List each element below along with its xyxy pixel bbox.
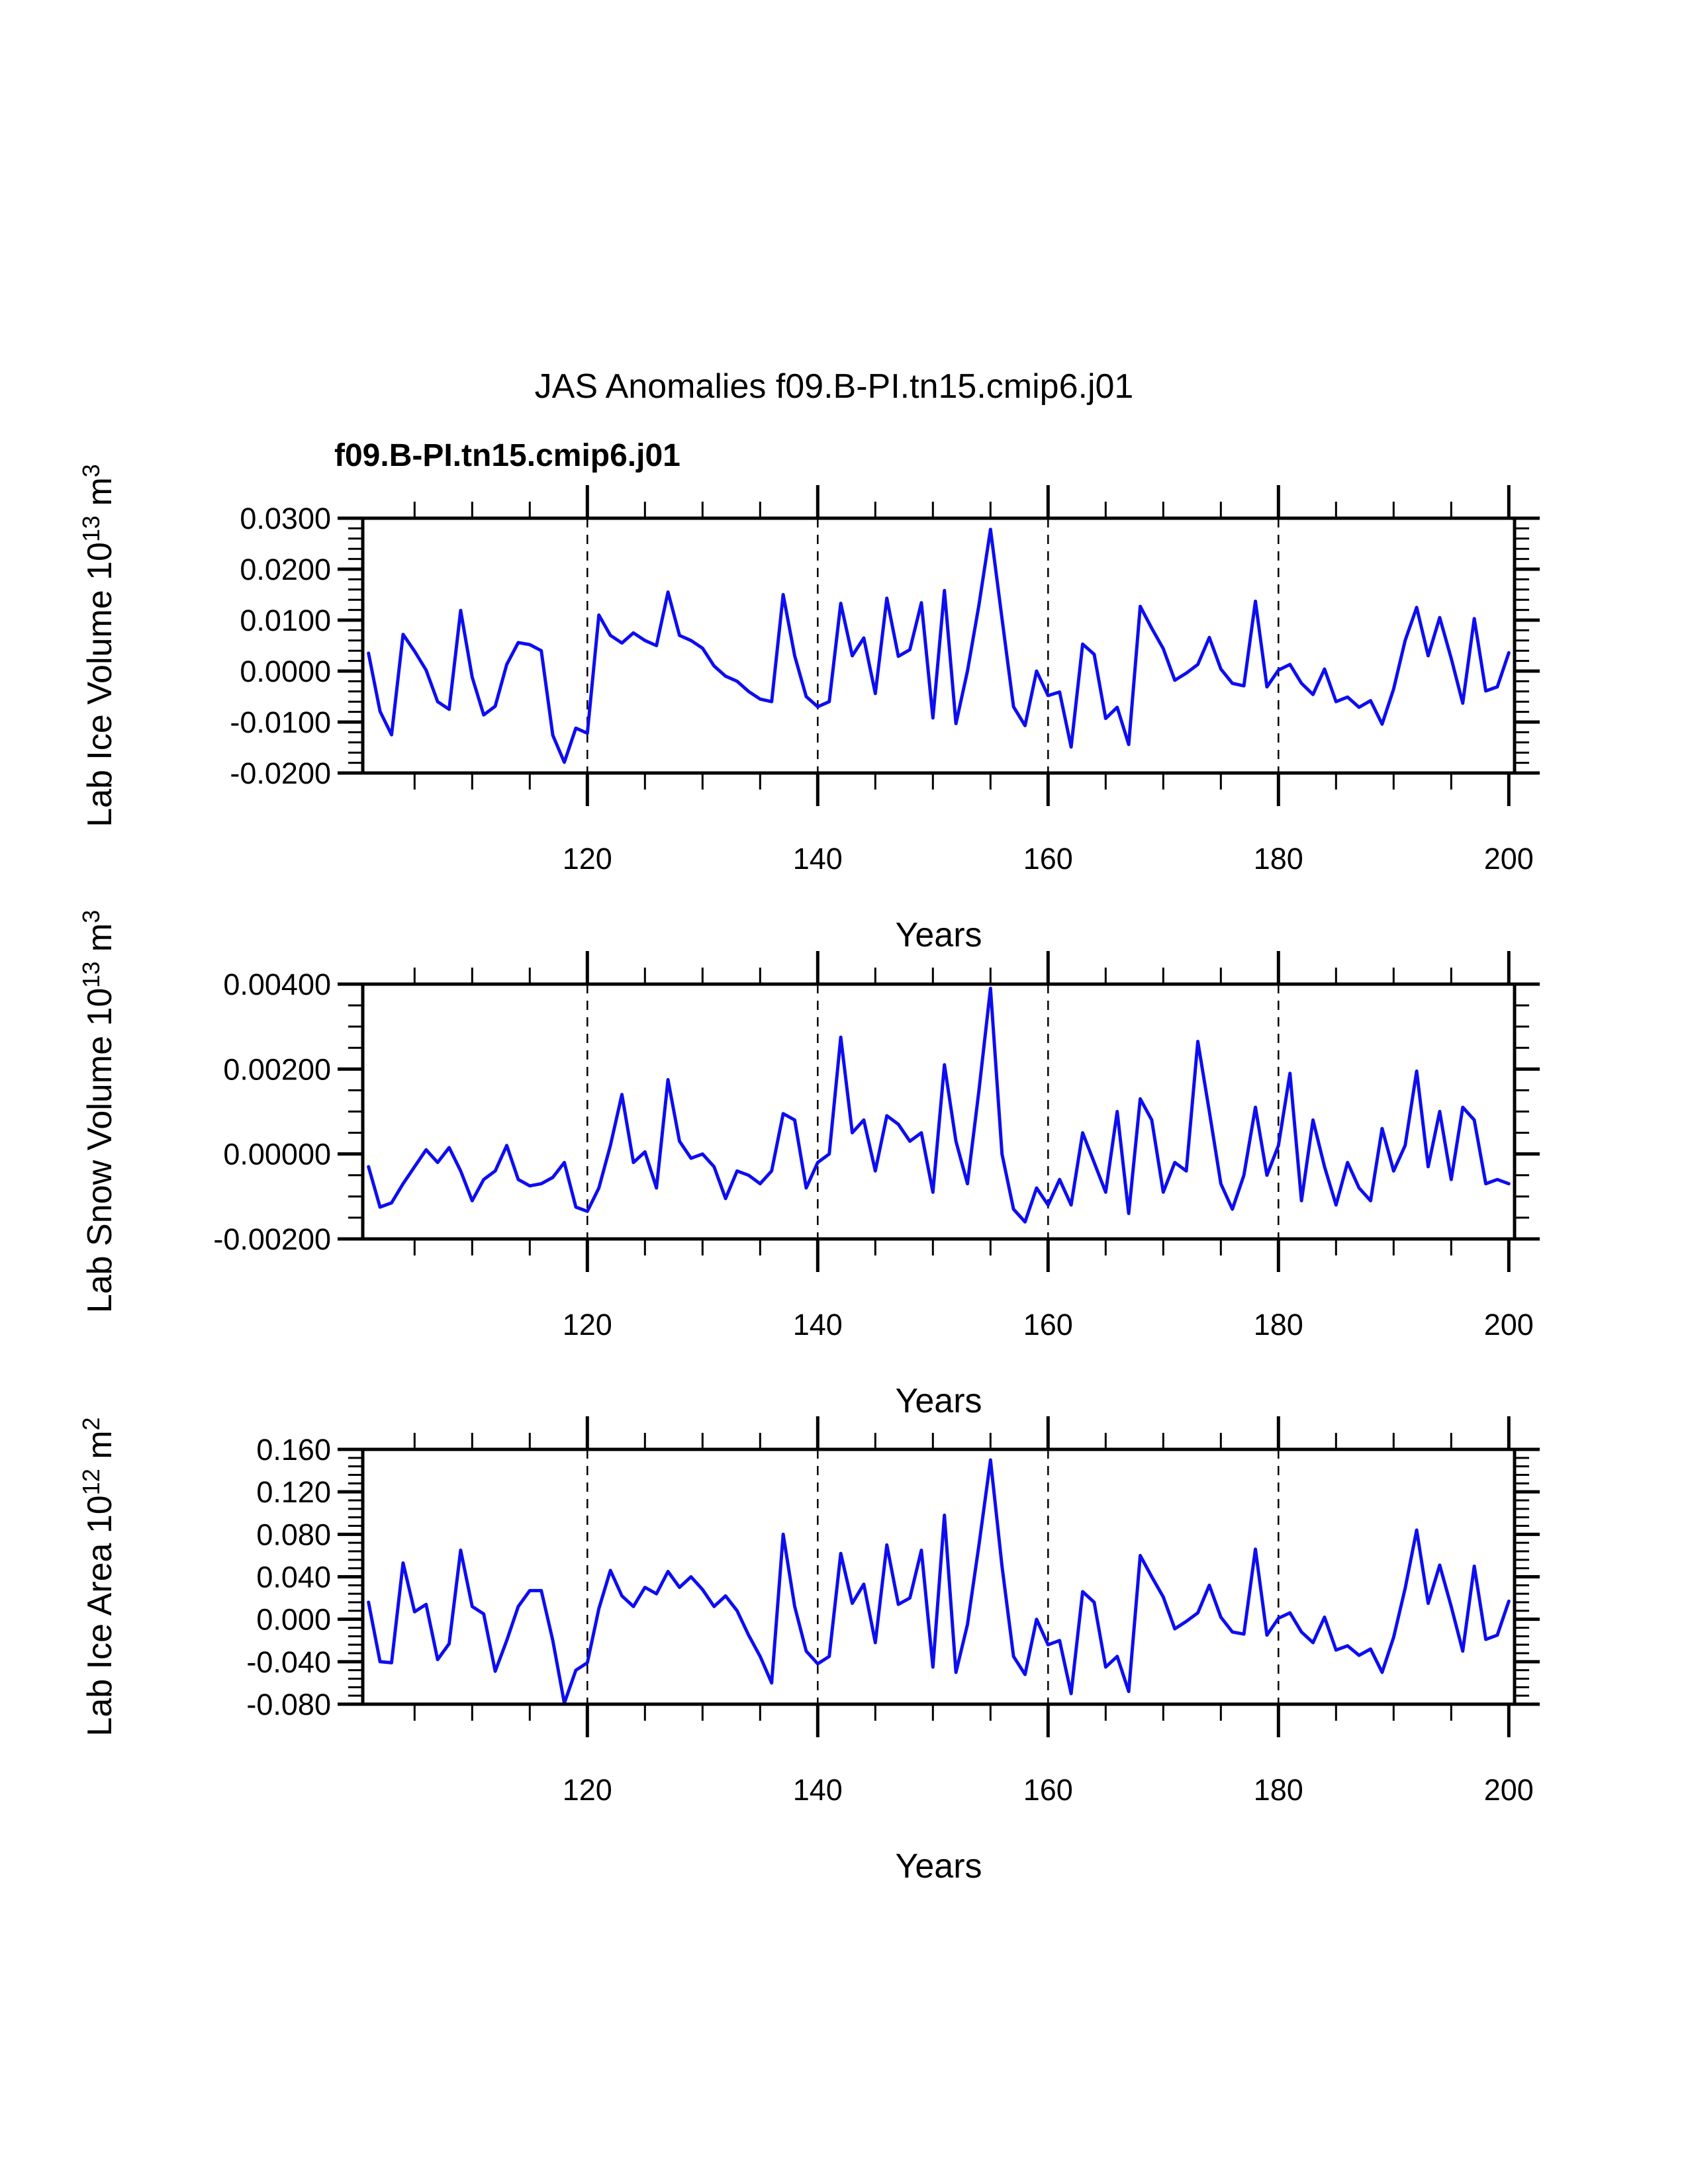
- y-tick-label: 0.080: [256, 1518, 331, 1552]
- series-legend-label: f09.B-PI.tn15.cmip6.j01: [334, 438, 680, 473]
- y-tick-label: 0.040: [256, 1560, 331, 1594]
- x-axis-title: Years: [895, 1847, 982, 1886]
- x-tick-label: 180: [1253, 1773, 1303, 1807]
- y-tick-label: -0.0200: [230, 756, 331, 790]
- y-axis-title: Lab Ice Volume $10^{13}$ $m^3$: [77, 464, 119, 827]
- y-tick-label: -0.080: [246, 1688, 331, 1721]
- x-axis-title: Years: [895, 916, 982, 954]
- y-tick-label: 0.0000: [240, 655, 331, 688]
- y-tick-label: 0.00200: [223, 1052, 331, 1087]
- y-tick-label: 0.00400: [223, 968, 331, 1001]
- x-tick-label: 120: [562, 842, 612, 876]
- x-tick-label: 120: [562, 1308, 612, 1342]
- x-tick-label: 120: [562, 1773, 612, 1807]
- y-tick-label: 0.0300: [240, 502, 331, 535]
- x-tick-label: 180: [1253, 1308, 1303, 1342]
- x-axis-title: Years: [895, 1382, 982, 1420]
- y-axis-title: Lab Snow Volume $10^{13}$ $m^3$: [77, 909, 119, 1314]
- panel-lab-snow-volume: [77, 910, 1540, 1420]
- data-line-lab-ice-area: [369, 1460, 1509, 1703]
- y-tick-label: 0.000: [256, 1602, 331, 1637]
- x-tick-label: 160: [1023, 1773, 1073, 1807]
- panel-lab-ice-area: [77, 1416, 1540, 1886]
- x-tick-label: 140: [792, 842, 843, 876]
- x-tick-label: 200: [1483, 1308, 1534, 1342]
- figure-title: JAS Anomalies f09.B-PI.tn15.cmip6.j01: [534, 367, 1134, 406]
- data-line-lab-snow-volume: [369, 988, 1509, 1222]
- x-tick-label: 160: [1023, 842, 1073, 876]
- y-tick-label: -0.0100: [230, 705, 331, 739]
- data-line-lab-ice-volume: [369, 529, 1509, 762]
- y-tick-label: 0.0200: [240, 553, 331, 586]
- x-tick-label: 160: [1023, 1308, 1073, 1342]
- panel-lab-ice-volume: [77, 464, 1540, 954]
- y-tick-label: 0.120: [256, 1475, 331, 1510]
- y-tick-label: 0.00000: [223, 1137, 331, 1171]
- y-axis-title: Lab Ice Area $10^{12}$ $m^2$: [77, 1417, 119, 1737]
- panels-group: [77, 464, 1540, 1886]
- y-tick-label: 0.0100: [240, 604, 331, 637]
- y-tick-label: 0.160: [256, 1433, 331, 1467]
- y-tick-label: -0.040: [246, 1645, 331, 1679]
- x-tick-label: 200: [1483, 842, 1534, 876]
- x-tick-label: 200: [1483, 1773, 1534, 1807]
- x-tick-label: 140: [792, 1308, 843, 1342]
- x-tick-label: 180: [1253, 842, 1303, 876]
- y-tick-label: -0.00200: [213, 1222, 331, 1256]
- x-tick-label: 140: [792, 1773, 843, 1807]
